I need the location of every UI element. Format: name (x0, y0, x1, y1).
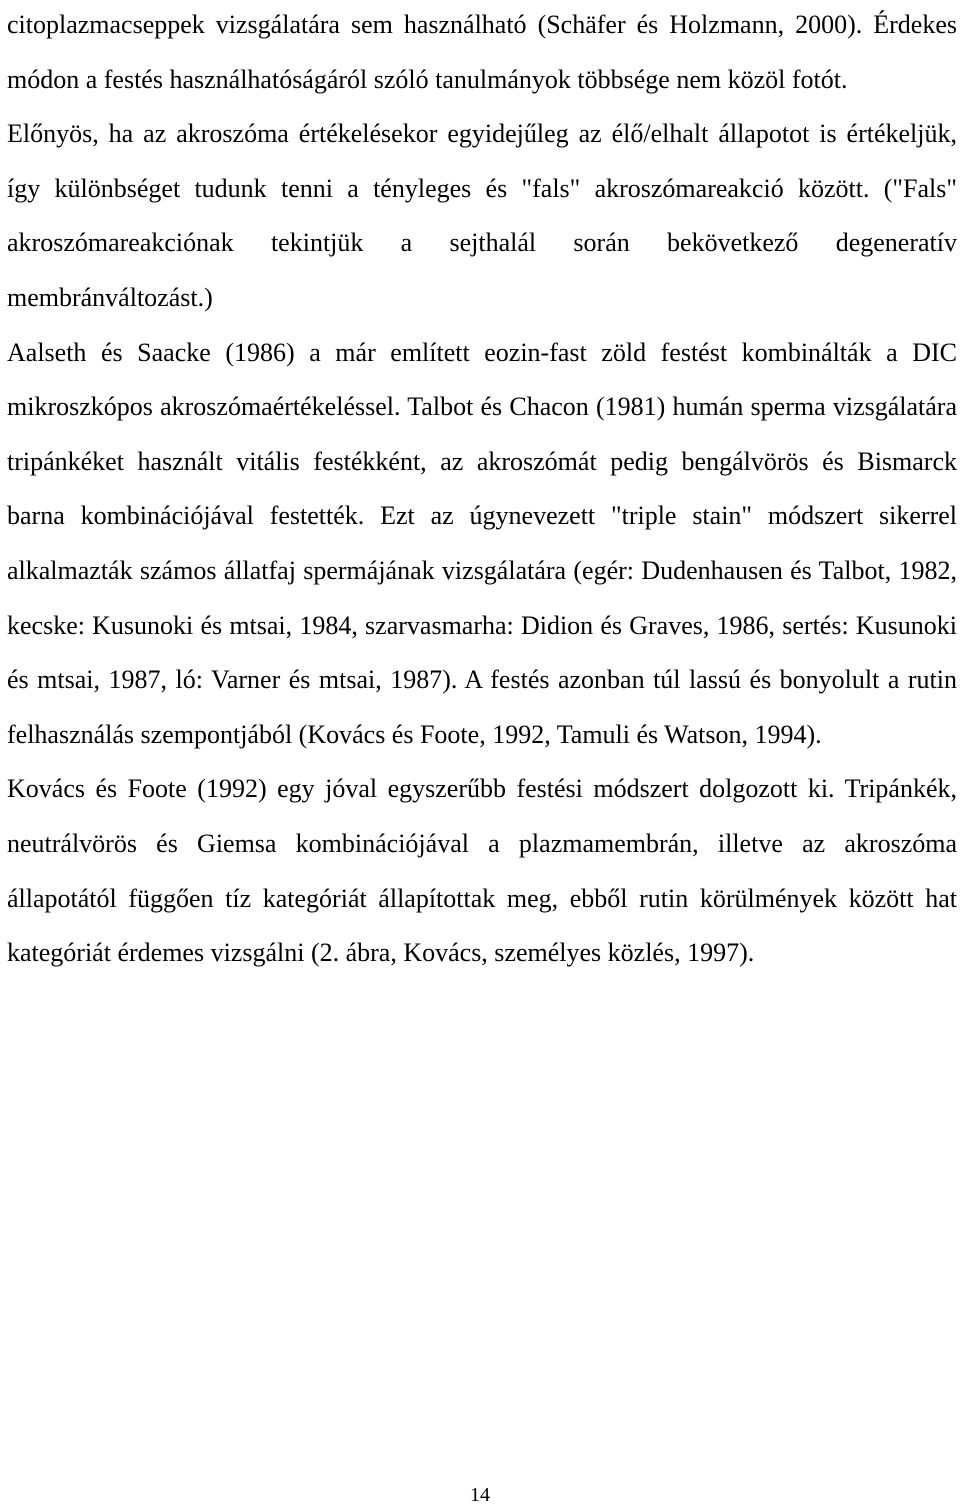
paragraph-triple-stain: Aalseth és Saacke (1986) a már említett eozin-fast zöld festést kombinálták a DIC mikroszkópos akroszómaértékeléssel. Talbot és Chacon (1981) humán sperma vizsgálatára tripánkéket használt vitális festékként, az akroszómát pedig bengálvörös és Bismarck barna kombinációjával festették. Ezt az úgynevezett "triple stain" módszert sikerrel alkalmazták számos állatfaj spermájának vizsgálatára (egér: Dudenhausen és Talbot, 1982, kecske: Kusunoki és mtsai, 1984, szarvasmarha: Didion és Graves, 1986, sertés: Kusunoki és mtsai, 1987, ló: Varner és mtsai, 1987). A festés azonban túl lassú és bonyolult a rutin felhasználás szempontjából (Kovács és Foote, 1992, Tamuli és Watson, 1994). (7, 337, 957, 749)
page-number: 14 (470, 1484, 490, 1506)
paragraph-kovacs-foote-method: Kovács és Foote (1992) egy jóval egyszerűbb festési módszert dolgozott ki. Tripánkék, neutrálvörös és Giemsa kombinációjával a plazmamembrán, illetve az akroszóma állapotától függően tíz kategóriát állapítottak meg, ebből rutin körülmények között hat kategóriát érdemes vizsgálni (2. ábra, Kovács, személyes közlés, 1997). (7, 774, 957, 968)
document-page (7, 0, 957, 981)
paragraph-stain-usability: citoplazmacseppek vizsgálatára sem használható (Schäfer és Holzmann, 2000). Érdekes módon a festés használhatóságáról szóló tanulmányok többsége nem közöl fotót. (7, 10, 957, 94)
paragraph-live-dead-evaluation: Előnyös, ha az akroszóma értékelésekor egyidejűleg az élő/elhalt állapotot is értékeljük, így különbséget tudunk tenni a tényleges és "fals" akroszómareakció között. ("Fals" akroszómareakciónak tekintjük a sejthalál során bekövetkező degeneratív membránváltozást.) (7, 119, 957, 312)
